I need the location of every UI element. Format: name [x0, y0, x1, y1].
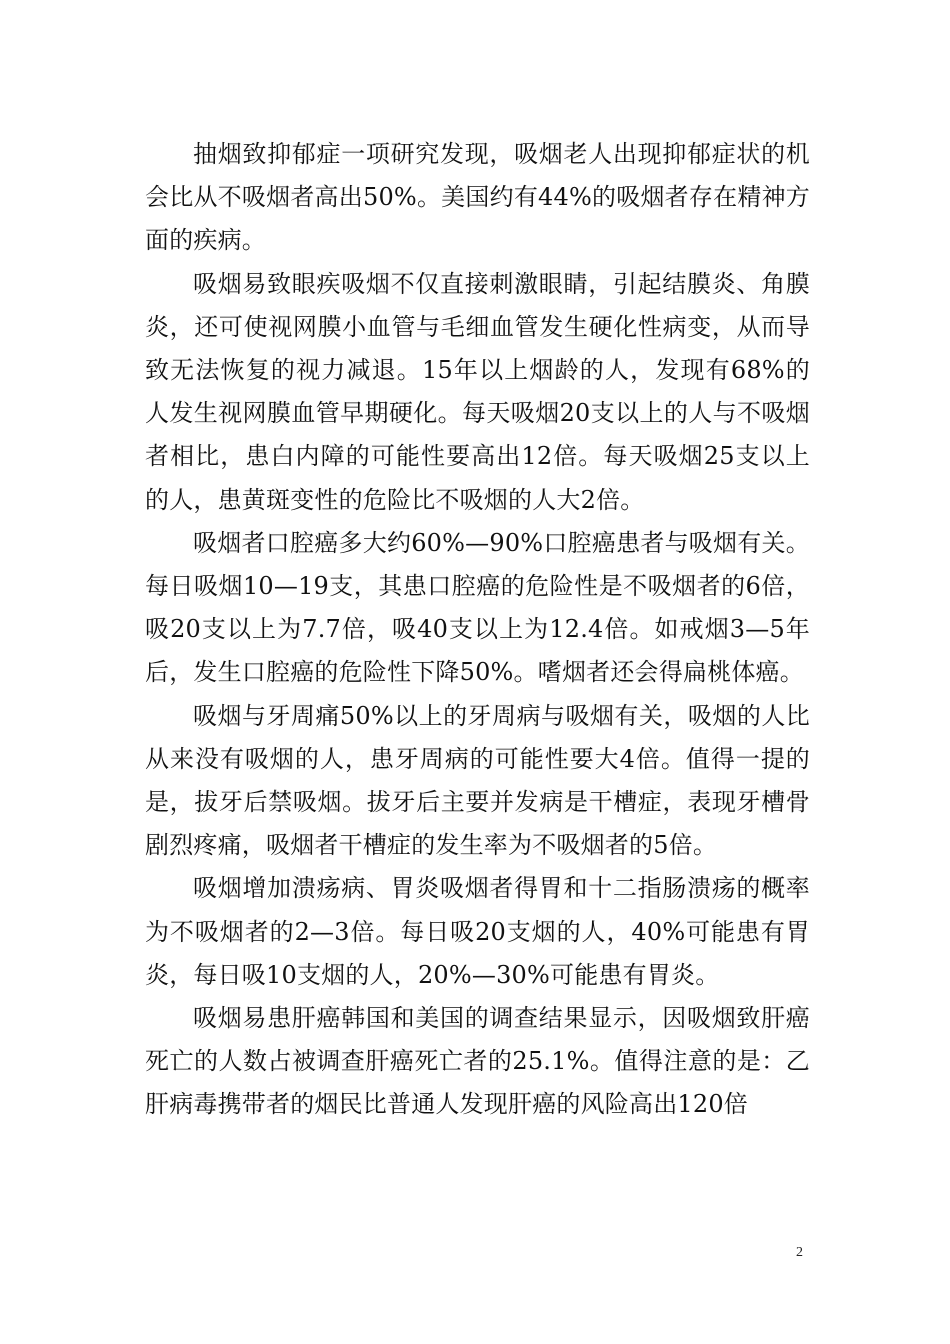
paragraph-periodontal: 吸烟与牙周痛50%以上的牙周病与吸烟有关，吸烟的人比从来没有吸烟的人，患牙周病的可能性要大4倍。值得一提的是，拔牙后禁吸烟。拔牙后主要并发病是干槽症，表现牙槽骨剧烈疼痛，吸烟者干槽症的发生率为不吸烟者的5倍。 — [145, 701, 810, 860]
paragraph-liver-cancer: 吸烟易患肝癌韩国和美国的调查结果显示，因吸烟致肝癌死亡的人数占被调查肝癌死亡者的25.1%。值得注意的是：乙肝病毒携带者的烟民比普通人发现肝癌的风险高出120倍 — [145, 1004, 810, 1119]
paragraph-ulcer-gastritis: 吸烟增加溃疡病、胃炎吸烟者得胃和十二指肠溃疡的概率为不吸烟者的2—3倍。每日吸20支烟的人，40%可能患有胃炎，每日吸10支烟的人，20%—30%可能患有胃炎。 — [145, 874, 810, 989]
page-number: 2 — [796, 1245, 803, 1260]
paragraph-eye-disease: 吸烟易致眼疾吸烟不仅直接刺激眼睛，引起结膜炎、角膜炎，还可使视网膜小血管与毛细血管发生硬化性病变，从而导致无法恢复的视力减退。15年以上烟龄的人，发现有68%的人发生视网膜血管早期硬化。每天吸烟20支以上的人与不吸烟者相比，患白内障的可能性要高出12倍。每天吸烟25支以上的人，患黄斑变性的危险比不吸烟的人大2倍。 — [145, 269, 810, 514]
body-text — [145, 133, 810, 1127]
paragraph-depression: 抽烟致抑郁症一项研究发现，吸烟老人出现抑郁症状的机会比从不吸烟者高出50%。美国约有44%的吸烟者存在精神方面的疾病。 — [145, 140, 810, 255]
paragraph-oral-cancer: 吸烟者口腔癌多大约60%—90%口腔癌患者与吸烟有关。每日吸烟10—19支，其患口腔癌的危险性是不吸烟者的6倍，吸20支以上为7.7倍，吸40支以上为12.4倍。如戒烟3—5年后，发生口腔癌的危险性下降50%。嗜烟者还会得扁桃体癌。 — [145, 528, 810, 687]
